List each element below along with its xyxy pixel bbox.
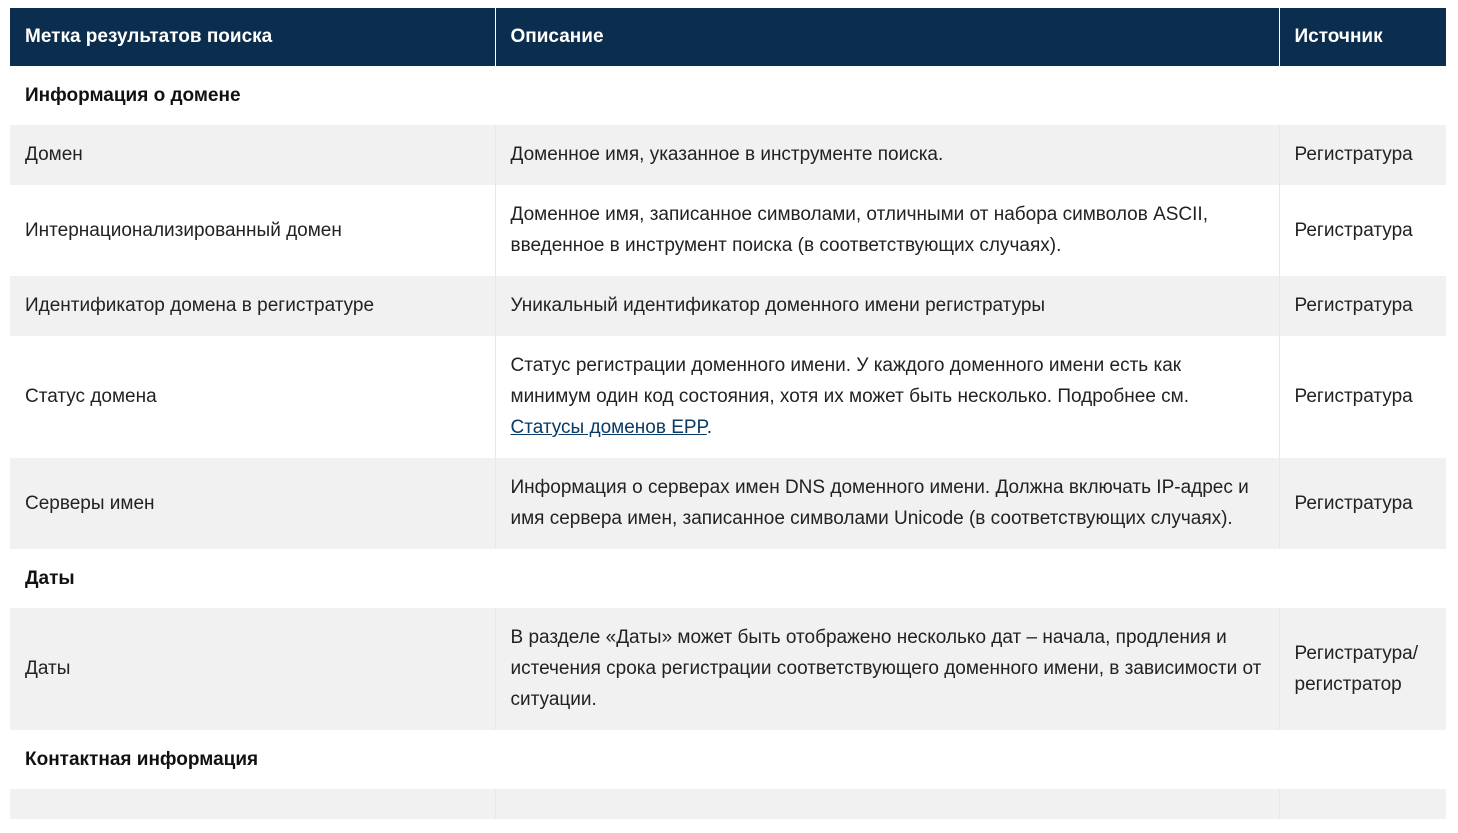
row-source: Регистратура [1279, 458, 1446, 549]
row-description: Доменное имя, записанное символами, отличными от набора символов ASCII, введенное в инструмент поиска (в соответствующих случаях). [495, 185, 1279, 276]
row-label: Интернационализированный домен [10, 185, 495, 276]
row-source: Регистратура [1279, 125, 1446, 185]
table-header-row [10, 8, 1446, 66]
description-text-end: . [706, 417, 713, 438]
row-source: Регистратура [1279, 276, 1446, 336]
row-label: Домен [10, 125, 495, 185]
epp-statuses-link[interactable]: Статусы доменов EPP [510, 417, 707, 438]
table-row [10, 336, 1446, 458]
search-results-labels-table [10, 8, 1446, 819]
row-source: Регистратура [1279, 185, 1446, 276]
row-label: Статус домена [10, 336, 495, 458]
row-label: Серверы имен [10, 458, 495, 549]
row-description [495, 336, 1279, 458]
row-description: В разделе «Даты» может быть отображено несколько дат – начала, продления и истечения срока регистрации соответствующего доменного имени, в зависимости от ситуации. [495, 608, 1279, 730]
row-label: Идентификатор домена в регистратуре [10, 276, 495, 336]
row-description: Информация о серверах имен DNS доменного имени. Должна включать IP-адрес и имя сервера имен, записанное символами Unicode (в соответствующих случаях). [495, 458, 1279, 549]
row-source: Регистратура/ регистратор [1279, 608, 1446, 730]
row-label: Даты [10, 608, 495, 730]
table-row [10, 125, 1446, 185]
row-source [1279, 789, 1446, 819]
section-title: Информация о домене [10, 66, 1446, 125]
header-source: Источник [1279, 8, 1446, 66]
table-row-partial [10, 789, 1446, 819]
header-description: Описание [495, 8, 1279, 66]
description-text: Статус регистрации доменного имени. У каждого доменного имени есть как минимум один код состояния, хотя их может быть несколько. Подробнее см. [510, 355, 1190, 407]
row-description: Уникальный идентификатор доменного имени регистратуры [495, 276, 1279, 336]
section-row-contacts [10, 730, 1446, 789]
section-title: Даты [10, 549, 1446, 608]
row-description: Доменное имя, указанное в инструменте поиска. [495, 125, 1279, 185]
row-source: Регистратура [1279, 336, 1446, 458]
section-row-domain-info [10, 66, 1446, 125]
section-row-dates [10, 549, 1446, 608]
row-label [10, 789, 495, 819]
table-row [10, 458, 1446, 549]
section-title: Контактная информация [10, 730, 1446, 789]
results-table-container [10, 8, 1446, 819]
table-row [10, 608, 1446, 730]
table-row [10, 185, 1446, 276]
header-label: Метка результатов поиска [10, 8, 495, 66]
table-row [10, 276, 1446, 336]
row-description [495, 789, 1279, 819]
